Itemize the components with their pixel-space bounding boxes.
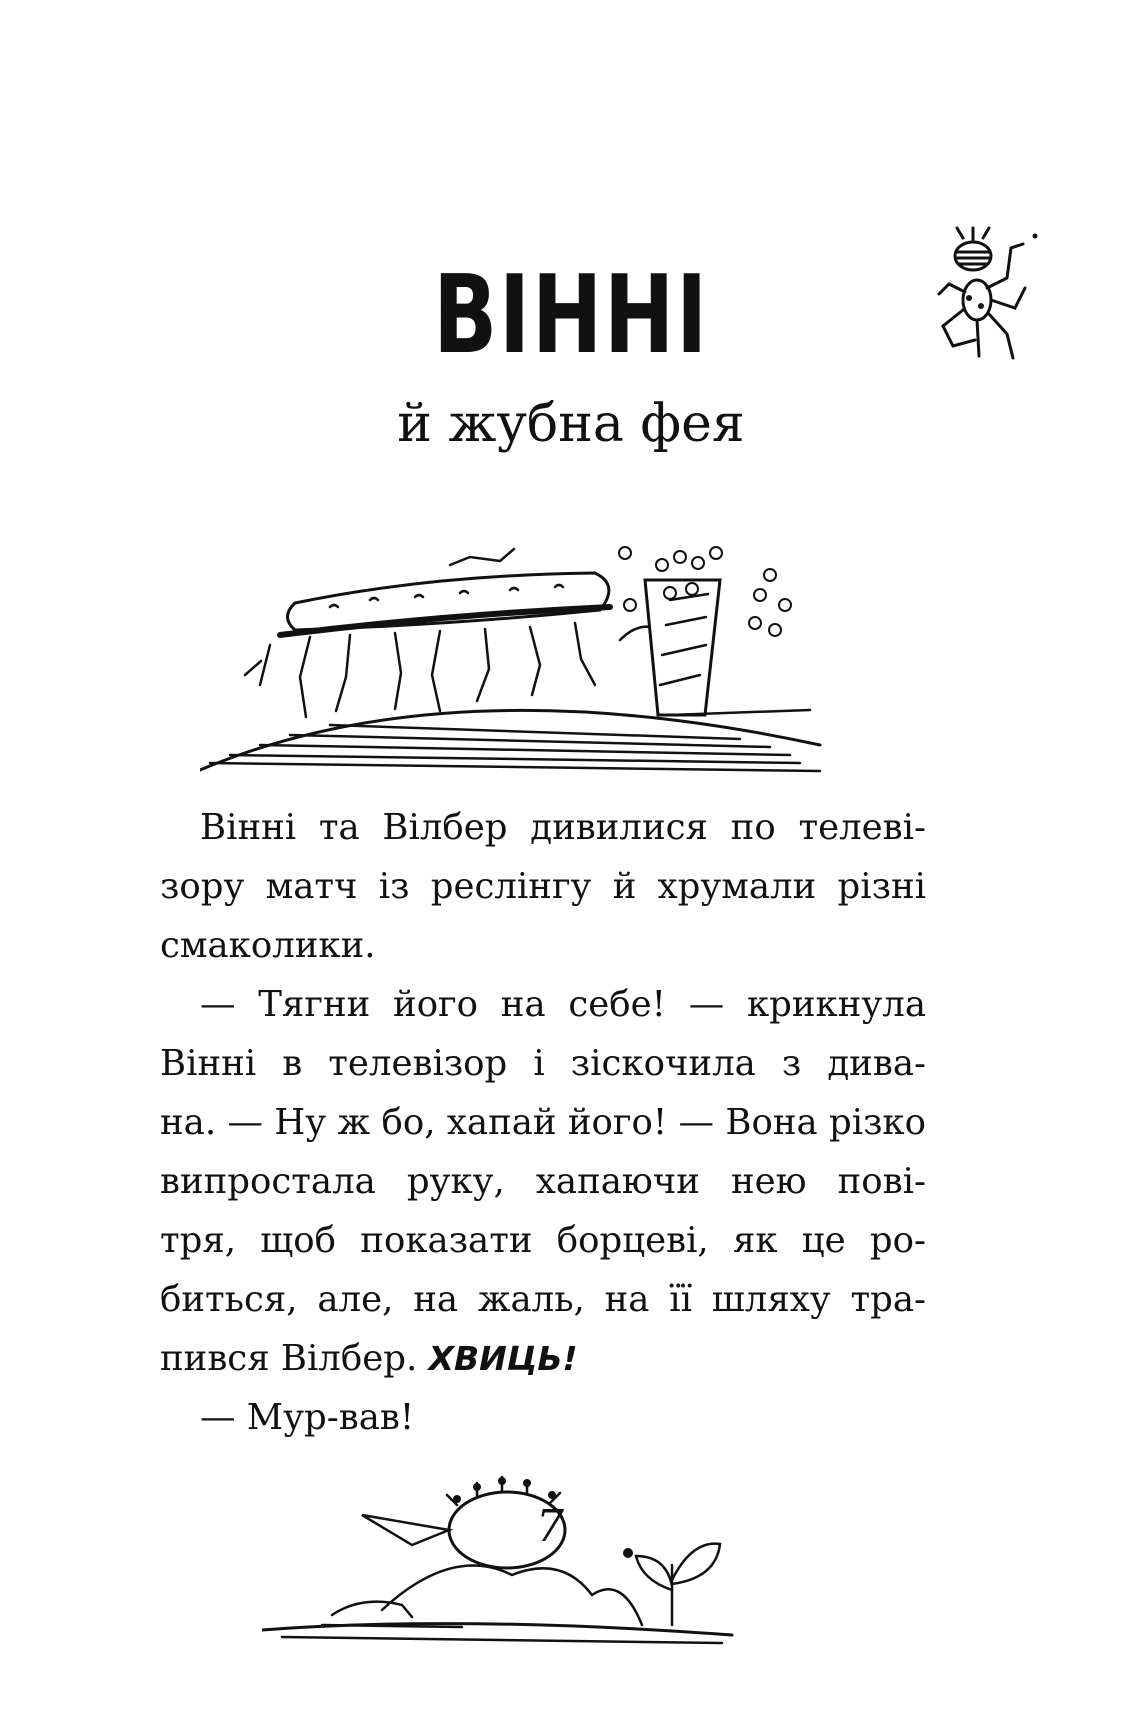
text-line-start: пився Вілбер.: [160, 1338, 418, 1379]
body-text: [160, 798, 926, 1447]
text-line: — Тягни його на себе! — крикнула: [200, 984, 926, 1025]
text-line: Вінні та Вілбер дивилися по телеві-: [200, 807, 926, 848]
text-line: тря, щоб показати борцеві, як це ро-: [160, 1220, 926, 1261]
text-line: Вінні в телевізор і зіскочила з дива-: [160, 1043, 926, 1084]
text-line: — Мур-вав!: [200, 1397, 415, 1438]
sound-effect: ХВИЦЬ!: [428, 1339, 578, 1378]
page-number: 7: [536, 1501, 564, 1552]
text-line: випростала руку, хапаючи нею пові-: [160, 1161, 926, 1202]
text-line: смаколики.: [160, 925, 376, 966]
book-subtitle: й жубна фея: [397, 394, 745, 454]
text-line: на. — Ну ж бо, хапай його! — Вона різко: [160, 1102, 926, 1143]
centipede-snack-illustration: [200, 545, 910, 795]
text-line: зору матч із реслінгу й хрумали різні: [160, 866, 926, 907]
text-line: биться, але, на жаль, на її шляху тра-: [160, 1279, 926, 1320]
book-title: ВІННІ: [433, 253, 709, 378]
text-line: [160, 1329, 926, 1388]
